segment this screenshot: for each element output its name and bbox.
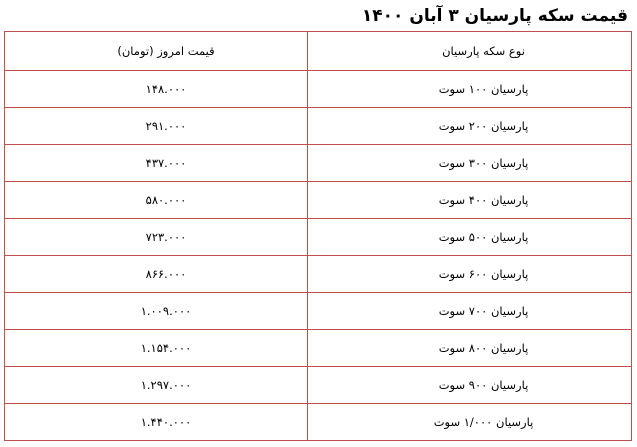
coin-name-cell: پارسیان ۳۰۰ سوت — [308, 145, 632, 182]
coin-name-cell: پارسیان ۵۰۰ سوت — [308, 219, 632, 256]
table-row — [5, 145, 632, 182]
coin-price-cell: ۸۶۶.۰۰۰ — [5, 256, 308, 293]
coin-name-cell: پارسیان ۸۰۰ سوت — [308, 330, 632, 367]
coin-price-cell: ۱.۲۹۷.۰۰۰ — [5, 367, 308, 404]
coin-price-cell: ۱.۴۴۰.۰۰۰ — [5, 404, 308, 441]
coin-price-table — [4, 31, 632, 441]
table-row — [5, 367, 632, 404]
page-title: قیمت سکه پارسیان ۳ آبان ۱۴۰۰ — [361, 6, 628, 26]
coin-price-cell: ۱.۱۵۴.۰۰۰ — [5, 330, 308, 367]
table-row — [5, 108, 632, 145]
table-row — [5, 256, 632, 293]
table-header-row — [5, 32, 632, 71]
coin-price-cell: ۱۴۸.۰۰۰ — [5, 71, 308, 108]
table-row — [5, 404, 632, 441]
coin-name-cell: پارسیان ۶۰۰ سوت — [308, 256, 632, 293]
coin-name-cell: پارسیان ۴۰۰ سوت — [308, 182, 632, 219]
table-row — [5, 71, 632, 108]
table-row — [5, 330, 632, 367]
table-row — [5, 293, 632, 330]
table-row — [5, 219, 632, 256]
coin-name-cell: پارسیان ۷۰۰ سوت — [308, 293, 632, 330]
header-price-today: قیمت امروز (تومان) — [5, 32, 308, 71]
coin-price-cell: ۵۸۰.۰۰۰ — [5, 182, 308, 219]
coin-name-cell: پارسیان ۲۰۰ سوت — [308, 108, 632, 145]
coin-name-cell: پارسیان ۹۰۰ سوت — [308, 367, 632, 404]
table-row — [5, 182, 632, 219]
coin-name-cell: پارسیان ۱۰۰ سوت — [308, 71, 632, 108]
coin-price-cell: ۲۹۱.۰۰۰ — [5, 108, 308, 145]
header-coin-type: نوع سکه پارسیان — [308, 32, 632, 71]
coin-price-cell: ۴۳۷.۰۰۰ — [5, 145, 308, 182]
coin-price-cell: ۷۲۳.۰۰۰ — [5, 219, 308, 256]
coin-name-cell: پارسیان ۱/۰۰۰ سوت — [308, 404, 632, 441]
coin-price-cell: ۱.۰۰۹.۰۰۰ — [5, 293, 308, 330]
